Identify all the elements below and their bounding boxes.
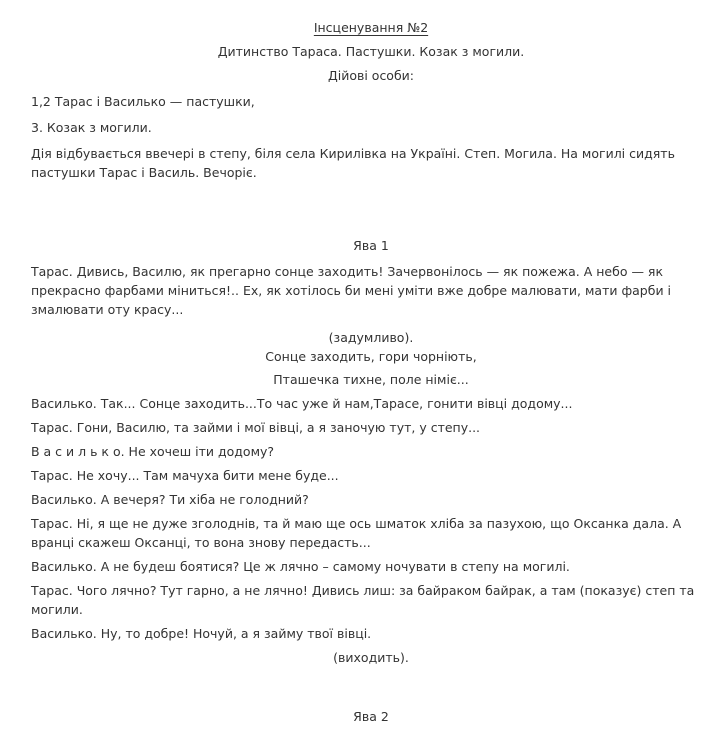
subtitle: Дитинство Тараса. Пастушки. Козак з могили. <box>217 44 525 59</box>
poem-line: Сонце заходить, гори чорніють, <box>265 349 477 364</box>
dialogue-line: Василько. А вечеря? Ти хіба не голодний? <box>31 492 309 507</box>
dialogue-line: Тарас. Не хочу... Там мачуха бити мене буде... <box>31 468 339 483</box>
character-item: 1,2 Тарас і Василько — пастушки, <box>31 94 255 109</box>
dialogue-line: Тарас. Гони, Василю, та займи і мої вівці, а я заночую тут, у степу... <box>31 420 481 435</box>
stage-direction: (виходить). <box>333 650 409 665</box>
character-item: 3. Козак з могили. <box>31 120 152 135</box>
dialogue-line: Тарас. Дивись, Василю, як прегарно сонце заходить! Зачервонілось — як пожежа. А небо — як прекрасно фарбами міниться!.. Ех, як хотілось би мені уміти вже добре малювати, мати фарби і змалювати оту красу... <box>31 264 672 317</box>
page-title: Інсценування №2 <box>313 20 429 35</box>
dialogue-line: Василько. Так... Сонце заходить...То час уже й нам,Тарасе, гонити вівці додому... <box>31 396 573 411</box>
stage-direction: (задумливо). <box>328 330 414 345</box>
dialogue-line: Тарас. Ні, я ще не дуже зголоднів, та й маю ще ось шматок хліба за пазухою, що Оксанка дала. А вранці скажеш Оксанці, то вона знову передасть... <box>31 516 682 550</box>
setting-paragraph: Дія відбувається ввечері в степу, біля села Кирилівка на Україні. Степ. Могила. На могилі сидять пастушки Тарас і Василь. Вечоріє. <box>31 146 675 180</box>
scene-heading: Ява 2 <box>353 709 389 724</box>
dialogue-line: Василько. А не будеш боятися? Це ж лячно – самому ночувати в степу на могилі. <box>31 559 570 574</box>
characters-heading: Дійові особи: <box>327 68 415 83</box>
dialogue-line: Тарас. Чого лячно? Тут гарно, а не лячно! Дивись лиш: за байраком байрак, а там (показує) степ та могили. <box>31 583 695 617</box>
scene-heading: Ява 1 <box>353 238 389 253</box>
poem-line: Пташечка тихне, поле німіє... <box>273 372 469 387</box>
dialogue-line: В а с и л ь к о. Не хочеш іти додому? <box>31 444 275 459</box>
dialogue-line: Василько. Ну, то добре! Ночуй, а я займу твої вівці. <box>31 626 372 641</box>
document-body <box>31 18 711 730</box>
